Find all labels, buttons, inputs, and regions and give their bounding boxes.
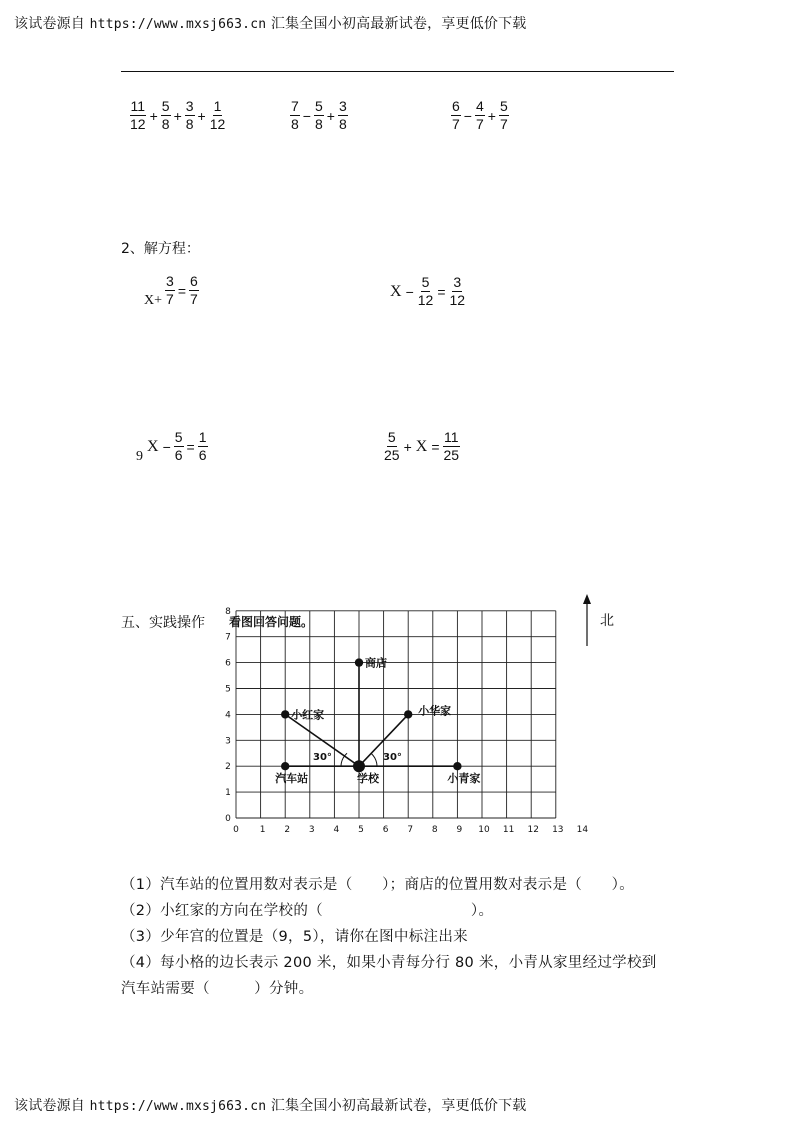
fraction: $\frac{3}{12}$: [449, 274, 466, 308]
fraction: $\frac{11}{25}$: [443, 429, 460, 463]
x-tick-label: 3: [308, 825, 315, 835]
fraction: $\frac{7}{8}$: [291, 98, 299, 132]
x-tick-label: 6: [382, 825, 389, 835]
map-point-label: 小红家: [291, 708, 325, 722]
y-tick-label: 5: [225, 684, 231, 695]
map-point-label: 商店: [365, 656, 387, 670]
page-header: [14, 13, 527, 33]
angle-label-left: 30°: [313, 752, 332, 764]
y-tick-label: 2: [225, 762, 231, 773]
equation-4: $\frac{5}{25}$ + X = $\frac{11}{25}$: [384, 429, 460, 463]
fraction: $\frac{1}{6}$: [198, 429, 207, 463]
fraction: $\frac{3}{8}$: [185, 98, 194, 132]
fraction: $\frac{3}{8}$: [338, 98, 347, 132]
y-tick-label: 8: [225, 606, 231, 617]
equation-2: X − $\frac{5}{12}$ = $\frac{3}{12}$: [390, 274, 466, 308]
x-tick-label: 7: [407, 825, 414, 835]
fraction: $\frac{5}{12}$: [417, 274, 434, 308]
x-tick-label: 9: [456, 825, 463, 835]
map-point-label: 小华家: [418, 704, 452, 718]
page-footer: [14, 1095, 527, 1115]
x-tick-label: 14: [576, 825, 589, 835]
equation-1: X+ $\frac{3}{7}$ = $\frac{6}{7}$: [144, 273, 198, 308]
map-point-label: 小青家: [447, 772, 481, 786]
fraction: $\frac{6}{7}$: [190, 273, 198, 307]
map-point-label: 汽车站: [275, 772, 309, 786]
question-3: （3）少年宫的位置是（9，5），请你在图中标注出来: [121, 929, 468, 945]
y-tick-label: 0: [225, 814, 231, 824]
fraction: $\frac{11}{12}$: [130, 98, 146, 132]
top-divider: [121, 71, 674, 72]
x-tick-label: 12: [527, 825, 539, 835]
x-tick-label: 13: [552, 825, 564, 835]
x-tick-label: 4: [333, 825, 340, 835]
fraction: $\frac{5}{8}$: [161, 98, 170, 132]
equation-3: 9 X − $\frac{5}{6}$ = $\frac{1}{6}$: [136, 429, 207, 464]
x-tick-label: 0: [233, 825, 239, 835]
calc-expression-1: $\frac{11}{12}$ + $\frac{5}{8}$ + $\frac{3}{8}$ + $\frac{1}{12}$: [130, 98, 226, 132]
map-point: [355, 658, 363, 666]
practice-subtitle: 看图回答问题。: [229, 615, 314, 629]
fraction: $\frac{6}{7}$: [452, 98, 460, 132]
header-suffix: 汇集全国小初高最新试卷，享更低价下载: [270, 16, 527, 32]
fraction: $\frac{3}{7}$: [166, 273, 174, 307]
fraction: $\frac{5}{8}$: [314, 98, 323, 132]
map-point-label: 学校: [357, 772, 379, 786]
map-point: [281, 710, 289, 718]
y-tick-label: 3: [225, 736, 231, 747]
calc-expression-2: $\frac{7}{8}$ − $\frac{5}{8}$ + $\frac{3}{8}$: [291, 98, 347, 132]
x-tick-label: 10: [478, 825, 490, 835]
angle-label-right: 30°: [383, 752, 402, 764]
footer-prefix: 该试卷源自: [14, 1098, 85, 1114]
y-tick-label: 1: [225, 788, 231, 799]
equations-title: 2、解方程：: [121, 241, 200, 257]
question-4: （4）每小格的边长表示 200 米，如果小青每分行 80 米，小青从家里经过学校到: [121, 955, 657, 971]
fraction: $\frac{5}{7}$: [499, 98, 508, 132]
map-point: [281, 762, 289, 770]
map-point: [404, 710, 412, 718]
footer-url[interactable]: https://www.mxsj663.cn: [89, 1099, 267, 1114]
north-arrow-head: [583, 594, 591, 604]
fraction: $\frac{1}{12}$: [209, 98, 226, 132]
footer-suffix: 汇集全国小初高最新试卷，享更低价下载: [270, 1098, 527, 1114]
calc-expression-3: $\frac{6}{7}$ − $\frac{4}{7}$ + $\frac{5}{7}$: [452, 98, 508, 132]
practice-title: 五、实践操作: [121, 615, 205, 631]
map-point: [453, 762, 461, 770]
question-1: （1）汽车站的位置用数对表示是（ ）；商店的位置用数对表示是（ ）。: [121, 877, 635, 893]
fraction: $\frac{4}{7}$: [475, 98, 484, 132]
header-url[interactable]: https://www.mxsj663.cn: [89, 17, 267, 32]
question-2: （2）小红家的方向在学校的（ ）。: [121, 903, 494, 919]
angle-arc-right: [371, 753, 377, 766]
north-label: 北: [600, 613, 614, 629]
x-tick-label: 11: [502, 825, 515, 835]
x-tick-label: 2: [284, 825, 291, 835]
y-tick-label: 7: [225, 632, 231, 643]
x-tick-label: 8: [431, 825, 438, 835]
fraction: $\frac{5}{6}$: [174, 429, 183, 463]
x-tick-label: 5: [358, 825, 364, 835]
fraction: $\frac{5}{25}$: [384, 429, 400, 463]
y-tick-label: 4: [225, 710, 231, 721]
map-point: [353, 760, 365, 772]
question-4-continued: 汽车站需要（ ）分钟。: [121, 981, 314, 997]
header-prefix: 该试卷源自: [14, 16, 85, 32]
y-tick-label: 6: [225, 658, 231, 669]
x-tick-label: 1: [259, 825, 266, 835]
